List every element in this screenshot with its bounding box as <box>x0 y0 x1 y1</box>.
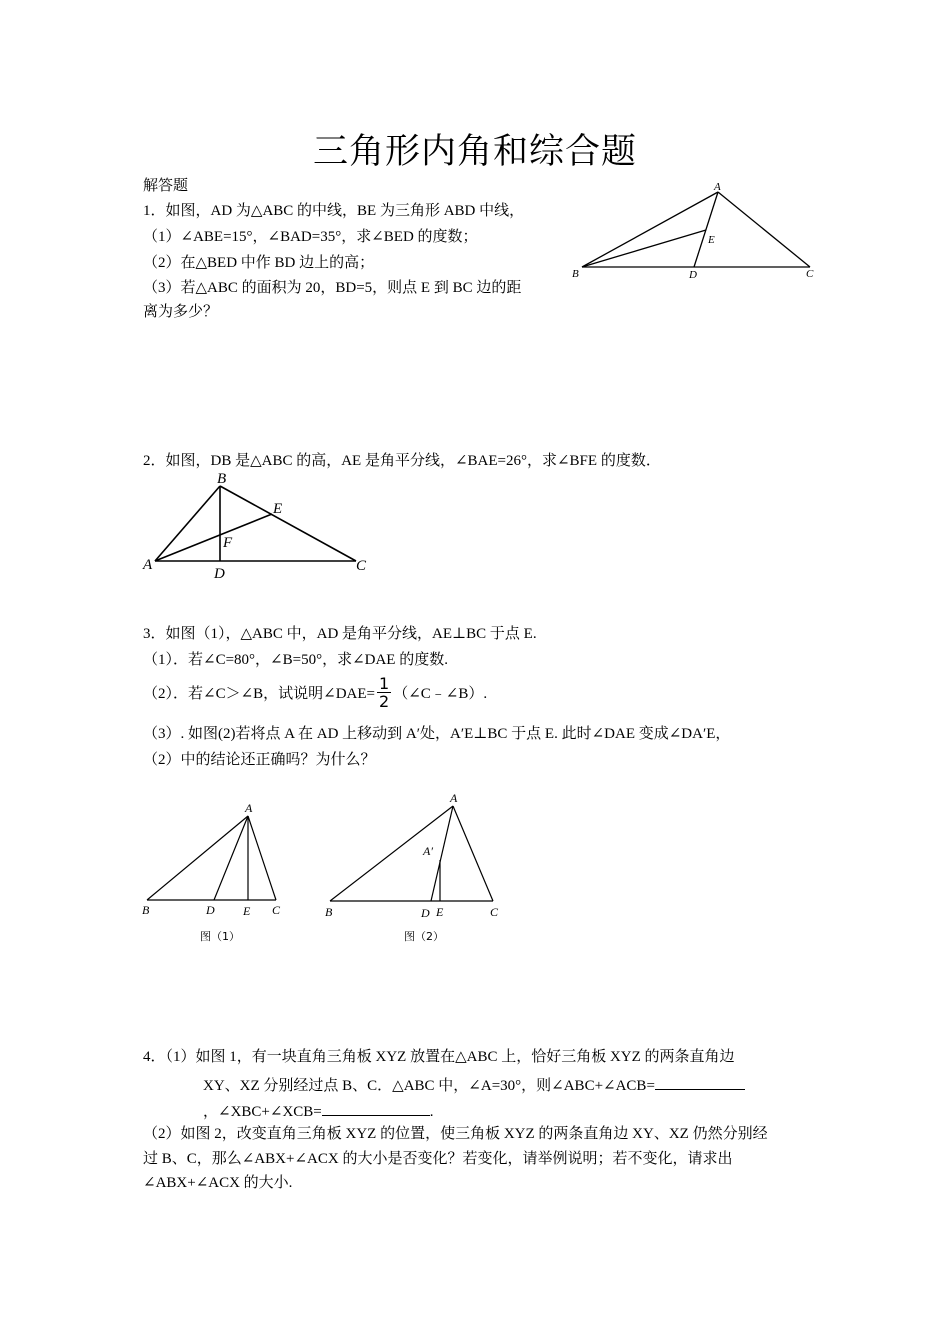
q3-part1: （1）．若∠C=80°，∠B=50°，求∠DAE 的度数. <box>143 652 448 668</box>
q3f1-label-e: E <box>243 904 251 918</box>
q1-label-d: D <box>689 269 697 281</box>
q3-figure-1 <box>140 800 300 945</box>
q3f1-label-b: B <box>142 903 150 917</box>
q2-side-bc <box>220 486 356 561</box>
q1-label-e: E <box>708 234 715 246</box>
q3f2-label-b: B <box>325 905 333 919</box>
section-heading: 解答题 <box>143 178 189 194</box>
q3-stem: 3．如图（1），△ABC 中，AD 是角平分线，AE⊥BC 于点 E. <box>143 626 537 642</box>
q3f2-label-a: A <box>450 791 458 805</box>
q2-label-f: F <box>223 535 233 551</box>
q3-part3: （3）. 如图(2)若将点 A 在 AD 上移动到 A′处，A′E⊥BC 于点 E. 此时∠DAE 变成∠DA′E， <box>143 726 731 742</box>
q1-part3: （3）若△ABC 的面积为 20，BD=5，则点 E 到 BC 边的距 <box>143 280 522 296</box>
q3f2-caption: 图（2） <box>404 930 444 943</box>
q4-line6: ∠ABX+∠ACX 的大小. <box>143 1175 293 1191</box>
q3f1-bisector-ad <box>214 816 248 900</box>
q3f2-label-a1: A′ <box>423 844 433 858</box>
q1-figure <box>570 180 820 290</box>
q3f1-label-a: A <box>245 801 253 815</box>
q4-line1: 4．（1）如图 1，有一块直角三角板 XYZ 放置在△ABC 上，恰好三角板 XYZ 的两条直角边 <box>143 1049 735 1065</box>
q3-part2-pre: （2）．若∠C＞∠B，试说明∠DAE= <box>143 686 376 702</box>
q4-answer-blank-1[interactable] <box>655 1073 745 1090</box>
q3-part2 <box>143 674 488 712</box>
q3-part3-cont: （2）中的结论还正确吗？为什么？ <box>143 752 376 768</box>
q1-part1: （1）∠ABE=15°，∠BAD=35°，求∠BED 的度数； <box>143 229 478 245</box>
q1-label-a: A <box>714 181 721 193</box>
q2-bisector-ae <box>155 514 272 561</box>
q1-median-be <box>582 230 706 267</box>
q3f2-label-e: E <box>436 905 444 919</box>
q4-line2 <box>203 1073 745 1096</box>
q2-label-a: A <box>143 557 153 573</box>
q1-part3-cont: 离为多少？ <box>143 304 219 320</box>
q2-label-c: C <box>356 558 367 574</box>
q1-stem: 1．如图，AD 为△ABC 的中线，BE 为三角形 ABD 中线， <box>143 203 525 219</box>
q4-answer-blank-2[interactable] <box>322 1099 430 1116</box>
q1-side-ac <box>718 192 810 267</box>
q3-fraction-den: 2 <box>379 692 390 712</box>
q3f1-caption: 图（1） <box>200 930 240 943</box>
q3-figure-2 <box>320 790 510 945</box>
q4-line3-end: . <box>429 1104 434 1120</box>
q3-fraction-num: 1 <box>379 674 390 694</box>
q3f2-side-ac <box>453 806 493 901</box>
q3f1-side-ab <box>147 816 248 900</box>
q1-label-c: C <box>806 268 814 280</box>
q2-stem: 2．如图，DB 是△ABC 的高，AE 是角平分线，∠BAE=26°，求∠BFE 的度数． <box>143 453 661 469</box>
q3f2-label-c: C <box>490 905 499 919</box>
q3f1-label-d: D <box>206 903 215 917</box>
q3-part2-post: （∠C﹣∠B）. <box>393 686 488 702</box>
q4-line5: 过 B、C，那么∠ABX+∠ACX 的大小是否变化？若变化，请举例说明；若不变化，请求出 <box>143 1151 733 1167</box>
q4-line3 <box>203 1099 434 1122</box>
q3f1-side-ac <box>248 816 276 900</box>
q4-line2-text: XY、XZ 分别经过点 B、C．△ABC 中，∠A=30°，则∠ABC+∠ACB= <box>203 1078 655 1094</box>
page-title: 三角形内角和综合题 <box>312 132 637 172</box>
q3-fraction <box>377 675 391 710</box>
q1-part2: （2）在△BED 中作 BD 边上的高； <box>143 255 375 271</box>
q2-side-ab <box>155 486 220 561</box>
q3f2-label-d: D <box>421 906 430 920</box>
q4-line3-text: ，∠XBC+∠XCB= <box>203 1104 322 1120</box>
q1-label-b: B <box>572 268 579 280</box>
q2-label-e: E <box>273 501 283 517</box>
q2-label-b: B <box>217 471 227 487</box>
q4-line4: （2）如图 2，改变直角三角板 XYZ 的位置，使三角板 XYZ 的两条直角边 XY、XZ 仍然分别经 <box>143 1126 768 1142</box>
q3f1-label-c: C <box>272 903 281 917</box>
q2-figure <box>140 468 380 583</box>
q2-label-d: D <box>214 566 225 582</box>
